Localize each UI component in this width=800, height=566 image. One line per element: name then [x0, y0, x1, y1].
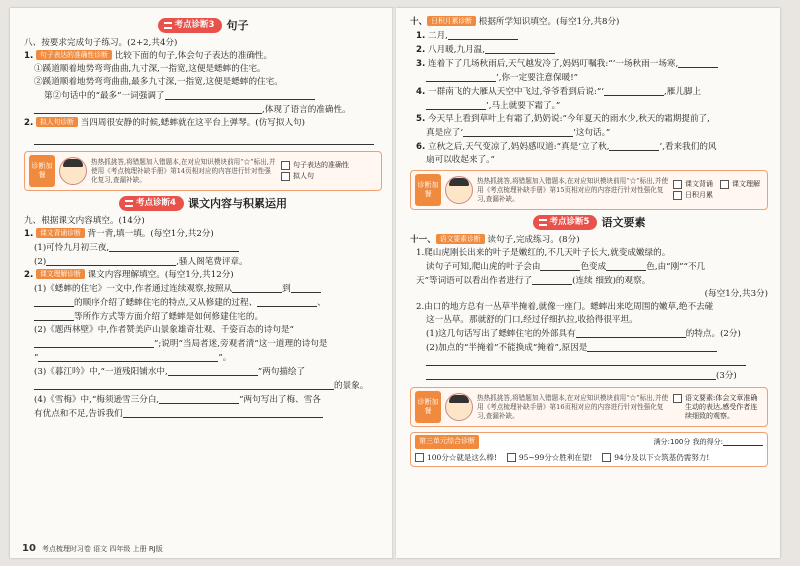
- answer-blank[interactable]: [34, 337, 154, 348]
- checkbox[interactable]: [415, 453, 424, 462]
- student-avatar-icon: [445, 176, 473, 204]
- answer-blank[interactable]: [463, 126, 573, 137]
- diagnosis-tag: 课文背诵诊断: [36, 228, 85, 238]
- answer-blank[interactable]: [532, 274, 572, 285]
- diagnosis-tag: 课文理解诊断: [36, 269, 85, 279]
- student-avatar-icon: [445, 393, 473, 421]
- answer-blank[interactable]: [159, 393, 239, 404]
- diagnosis-tag: 拟人句诊断: [36, 117, 78, 127]
- diagnosis-box: 诊断加餐 热热抓挑答,将错题加入错题本,在对应知识模块前用“☆”标出,并使用《考点梳理补缺手册》第14页相对应的内容进行针对性强化复习,查漏补缺。 句子表达的准确性 拟人句: [24, 151, 382, 191]
- checkbox[interactable]: [507, 453, 516, 462]
- score-blank[interactable]: [723, 435, 763, 446]
- section-badge-icon: [539, 219, 547, 226]
- page-footer: 10 考点梳理时习卷 语文 四年级 上册 RJ版: [22, 543, 163, 554]
- answer-blank[interactable]: [604, 85, 664, 96]
- section-title: 课文内容与积累运用: [187, 197, 287, 210]
- question-9-heading: 九、根据课文内容填空。(14分): [24, 216, 145, 226]
- section-title: 句子: [226, 19, 249, 32]
- answer-blank[interactable]: [38, 351, 218, 362]
- unit-summary: 第三单元综合诊断 满分:100分 我的得分: 100分☆就是这么棒! 95~99分☆胜利在望! 94分及以下☆筑基仍需努力!: [410, 432, 768, 467]
- checkbox[interactable]: [281, 161, 290, 170]
- checkbox[interactable]: [673, 394, 682, 403]
- answer-blank[interactable]: [257, 296, 317, 307]
- student-avatar-icon: [59, 157, 87, 185]
- answer-blank[interactable]: [232, 282, 282, 293]
- checkbox[interactable]: [720, 180, 729, 189]
- answer-blank[interactable]: [678, 57, 718, 68]
- answer-blank[interactable]: [540, 260, 580, 271]
- checkbox[interactable]: [673, 180, 682, 189]
- right-page: 十、 日积月累诊断 根据所学知识填空。(每空1分,共8分) 1. 二月, 2. 八月暖,九月温, 3. 连着下了几场秋雨后,天气越发冷了,妈妈叮嘱我:“‘一场秋雨一场寒, ’,你一定要注意保暖!” 4. 一群南飞的大雁从天空中飞过,爷爷看到后说:“‘ ,雁儿脚上 ’,马上就要下霜了。” 5. 今天早上看到草叶上有霜了,奶奶说:“今年夏天的雨水少,秋天的霜期提前了, 真是应了‘ ’这句话。” 6. 立秋之后,天气变凉了,妈妈感叹道:“真是‘立了秋, ’,看来我们的风 扇可以收起来了。” 诊断加餐 热热抓挑答,将错题加入错题本,在对应知识模块前用“☆”标出,并使用《考点梳理补缺手册》第15页相对应的内容进行针对性强化复习,查漏补缺。 课文背诵 课文理解 日积月累 考点诊断5 语文要素 十一、 语文要素诊断 读句子,完成练习。(8分) 1.爬山虎刚长出来的叶子是嫩红的,不几天叶子长大,就变成嫩绿的。 读句子可知,爬山虎的叶子会由 色变成 色,由“刚”“不几 天”等词语可以看出作者进行了 (连续 细致)的观察。 (每空1分,共3分) 2.由口的地方总有一丛草半掩着,就像一座门。蟋蟀出来吃周围的嫩草,绝不去碰 这一丛草。那就舒的门口,经过仔细扒拉,收拾得很平坦。 (1)这几句话写出了蟋蟀住宅的外部具有 的特点。(2分) (2)加点的“半掩着”不能换成“掩着”,原因是 (3分) 诊断加餐 热热抓挑答,将错题加入错题本,在对应知识模块前用“☆”标出,并使用《考点梳理补缺手册》第16页相对应的内容进行针对性强化复习,查漏补缺。 语文要素:体会文章准确生动的表达,感受作者连续细致的观察。 第三单元综合诊断 满分:100分 我的得分: 100分☆就是这么棒! 95~99分☆胜利在望! 94分及以下☆筑基仍需努力!: [396, 8, 780, 558]
- section-title: 语文要素: [601, 216, 646, 229]
- answer-blank[interactable]: [165, 89, 315, 100]
- checkbox[interactable]: [673, 191, 682, 200]
- section-4-header: 考点诊断4 课文内容与积累运用: [24, 196, 382, 211]
- answer-blank[interactable]: [34, 379, 334, 390]
- answer-blank[interactable]: [485, 43, 555, 54]
- section-badge-icon: [125, 200, 133, 207]
- answer-blank[interactable]: [426, 369, 716, 380]
- answer-blank[interactable]: [609, 140, 659, 151]
- diagnosis-tag: 日积月累诊断: [427, 16, 476, 26]
- diagnosis-box: 诊断加餐 热热抓挑答,将错题加入错题本,在对应知识模块前用“☆”标出,并使用《考点梳理补缺手册》第15页相对应的内容进行针对性强化复习,查漏补缺。 课文背诵 课文理解 日积月累: [410, 170, 768, 210]
- section-5-header: 考点诊断5 语文要素: [410, 215, 768, 230]
- answer-blank[interactable]: [291, 282, 321, 293]
- question-8-heading: 八、按要求完成句子练习。(2+2,共4分): [24, 38, 178, 48]
- answer-blank[interactable]: [576, 327, 686, 338]
- diagnosis-tag: 句子表达的准确性诊断: [36, 50, 112, 60]
- answer-blank[interactable]: [426, 71, 496, 82]
- answer-blank[interactable]: [34, 134, 374, 145]
- checkbox[interactable]: [602, 453, 611, 462]
- diagnosis-box: 诊断加餐 热热抓挑答,将错题加入错题本,在对应知识模块前用“☆”标出,并使用《考点梳理补缺手册》第16页相对应的内容进行针对性强化复习,查漏补缺。 语文要素:体会文章准确生动的表达,感受作者连续细致的观察。: [410, 387, 768, 427]
- answer-blank[interactable]: [34, 296, 74, 307]
- answer-blank[interactable]: [34, 103, 262, 114]
- section-badge-icon: [164, 22, 172, 29]
- answer-blank[interactable]: [606, 260, 646, 271]
- answer-blank[interactable]: [46, 255, 176, 266]
- answer-blank[interactable]: [426, 355, 746, 366]
- checkbox[interactable]: [281, 172, 290, 181]
- answer-blank[interactable]: [587, 341, 717, 352]
- section-3-header: 考点诊断3 句子: [24, 18, 382, 33]
- answer-blank[interactable]: [168, 365, 258, 376]
- answer-blank[interactable]: [426, 99, 486, 110]
- left-page: 考点诊断3 句子 八、按要求完成句子练习。(2+2,共4分) 1. 句子表达的准确性诊断 比较下面的句子,体会句子表达的准确性。 ①蹊道顺着地势弯弯曲曲,九寸深,一指宽,这便是蟋蟀的住宅。 ②蹊道顺着地势弯弯曲曲,最多九寸深,一指宽,这便是蟋蟀的住宅。 第②句话中的“最多”一词强调了 ,体现了语言的准确性。 2. 拟人句诊断 当四周很安静的时候,蟋蟀就在这平台上弹琴。(仿写拟人句) 诊断加餐 热热抓挑答,将错题加入错题本,在对应知识模块前用“☆”标出,并使用《考点梳理补缺手册》第14页相对应的内容进行针对性强化复习,查漏补缺。 句子表达的准确性 拟人句 考点诊断4 课文内容与积累运用 九、根据课文内容填空。(14分) 1. 课文背诵诊断 背一背,填一填。(每空1分,共2分) (1)可怜九月初三夜, (2) ,骚人阁笔费评章。 2. 课文理解诊断 课文内容理解填空。(每空1分,共12分) (1)《蟋蟀的住宅》一文中,作者通过连续观察,按照从 到 的顺序介绍了蟋蟀住宅的特点,又从修建的过程、 、 等所作方式等方面介绍了蟋蟀是如何修建住宅的。 (2)《题西林壁》中,作者赞美庐山景象雄奇壮观、千姿百态的诗句是“ ”;说明“当局者迷,旁观者清”这一道理的诗句是 “ ”。 (3)《暮江吟》中,“一道残阳铺水中, ”两句描绘了 的景象。 (4)《雪梅》中,“梅须逊雪三分白, ”两句写出了梅、雪各 有优点和不足,告诉我们 10 考点梳理时习卷 语文 四年级 上册 RJ版: [10, 8, 394, 558]
- answer-blank[interactable]: [109, 241, 239, 252]
- answer-blank[interactable]: [448, 29, 518, 40]
- diagnosis-tag: 语文要素诊断: [436, 234, 485, 244]
- answer-blank[interactable]: [123, 407, 323, 418]
- answer-blank[interactable]: [34, 310, 74, 321]
